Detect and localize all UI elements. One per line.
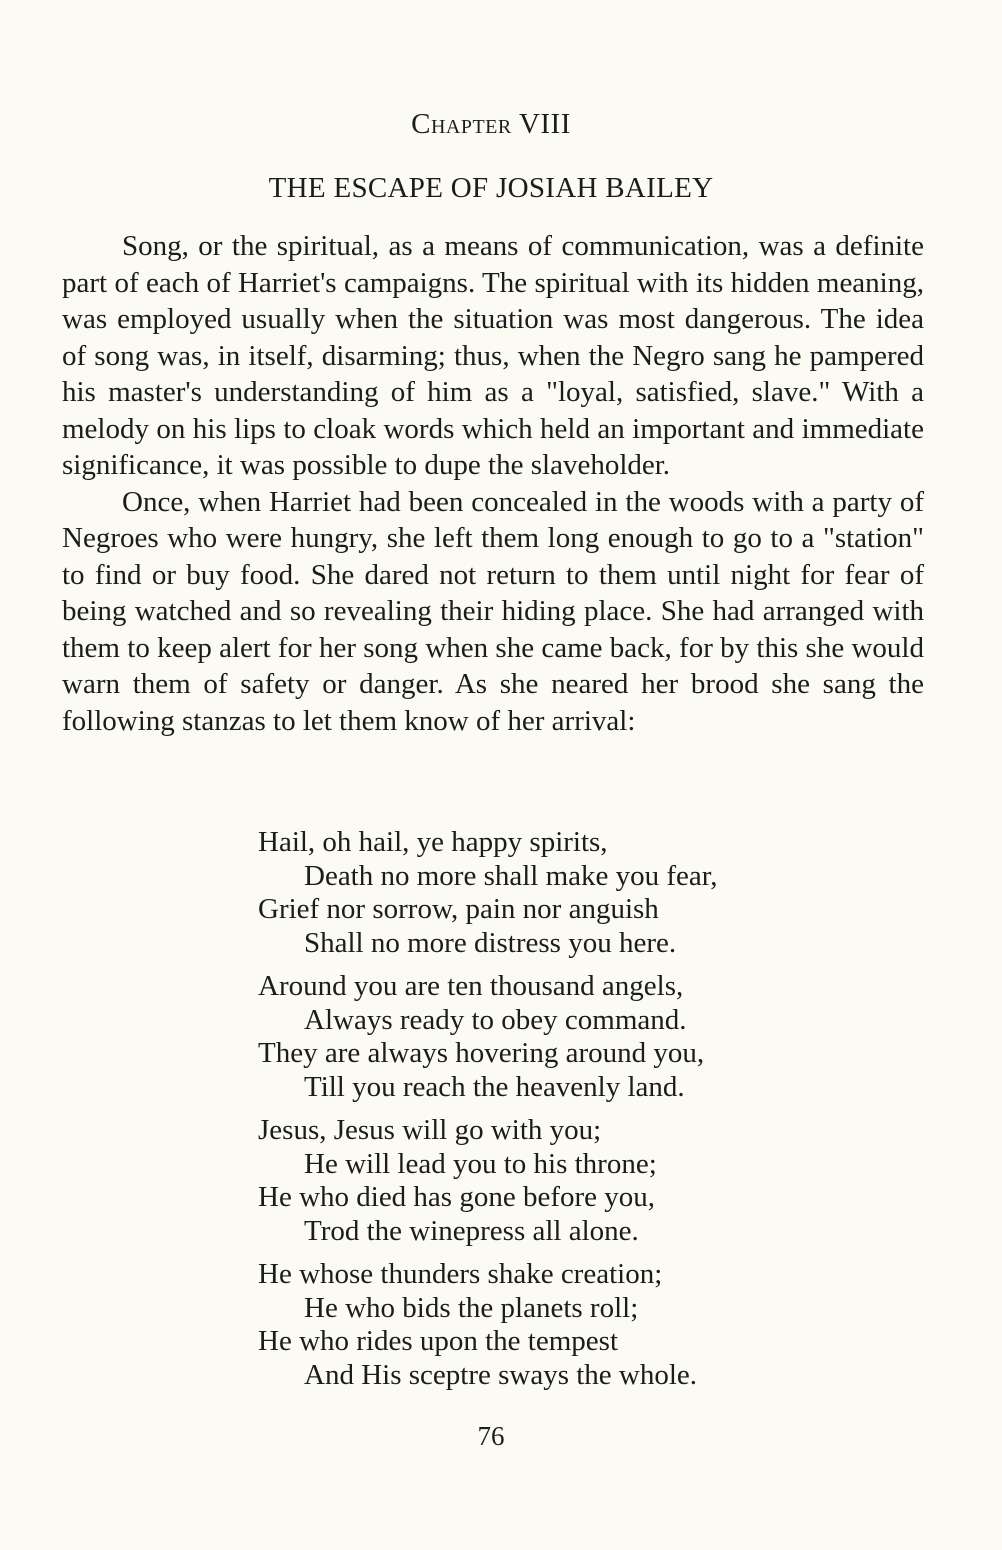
poem-stanza: [258, 970, 818, 1104]
body-text: [62, 228, 924, 739]
poem-line: He who died has gone before you,: [258, 1181, 656, 1213]
chapter-label-text: Chapter VIII: [411, 108, 571, 140]
paragraph: Once, when Harriet had been concealed in the woods with a party of Negroes who were hungry, she left them long enough to go to a "station" to find or buy food. She dared not return to them until night for fear of being watched and so revealing their hiding place. She had arranged with them to keep alert for her song when she came back, for by this she would warn them of safety or danger. As she neared her brood she sang the following stanzas to let them know of her arrival:: [62, 485, 924, 737]
paragraph: Song, or the spiritual, as a means of communication, was a definite part of each of Harriet's campaigns. The spiritual with its hidden meaning, was employed usually when the situation was most dangerous. The idea of song was, in itself, disarming; thus, when the Negro sang he pampered his master's understanding of him as a "loyal, satisfied, slave." With a melody on his lips to cloak words which held an important and immediate significance, it was possible to dupe the slaveholder.: [62, 230, 924, 481]
poem-line: He will lead you to his throne;: [304, 1147, 657, 1180]
poem-stanza: [258, 1258, 818, 1392]
poem-stanza: [258, 826, 818, 960]
chapter-title: THE ESCAPE OF JOSIAH BAILEY: [268, 172, 714, 204]
poem-line: Till you reach the heavenly land.: [304, 1070, 685, 1103]
poem-line: Grief nor sorrow, pain nor anguish: [258, 893, 659, 925]
poem-line: Jesus, Jesus will go with you;: [258, 1114, 602, 1146]
poem-line: They are always hovering around you,: [258, 1037, 705, 1069]
poem-line: He who rides upon the tempest: [258, 1325, 619, 1357]
poem: [258, 826, 818, 1402]
chapter-label: [0, 108, 982, 141]
poem-line: He whose thunders shake creation;: [258, 1258, 663, 1290]
page-number: 76: [477, 1421, 505, 1451]
poem-line: Around you are ten thousand angels,: [258, 970, 684, 1002]
poem-line: Trod the winepress all alone.: [304, 1214, 639, 1247]
poem-line: Shall no more distress you here.: [304, 926, 677, 959]
poem-stanza: [258, 1114, 818, 1248]
poem-line: Always ready to obey command.: [304, 1003, 687, 1036]
poem-line: He who bids the planets roll;: [304, 1291, 639, 1324]
poem-line: And His sceptre sways the whole.: [304, 1358, 698, 1391]
poem-line: Death no more shall make you fear,: [304, 859, 718, 892]
poem-line: Hail, oh hail, ye happy spirits,: [258, 826, 608, 858]
